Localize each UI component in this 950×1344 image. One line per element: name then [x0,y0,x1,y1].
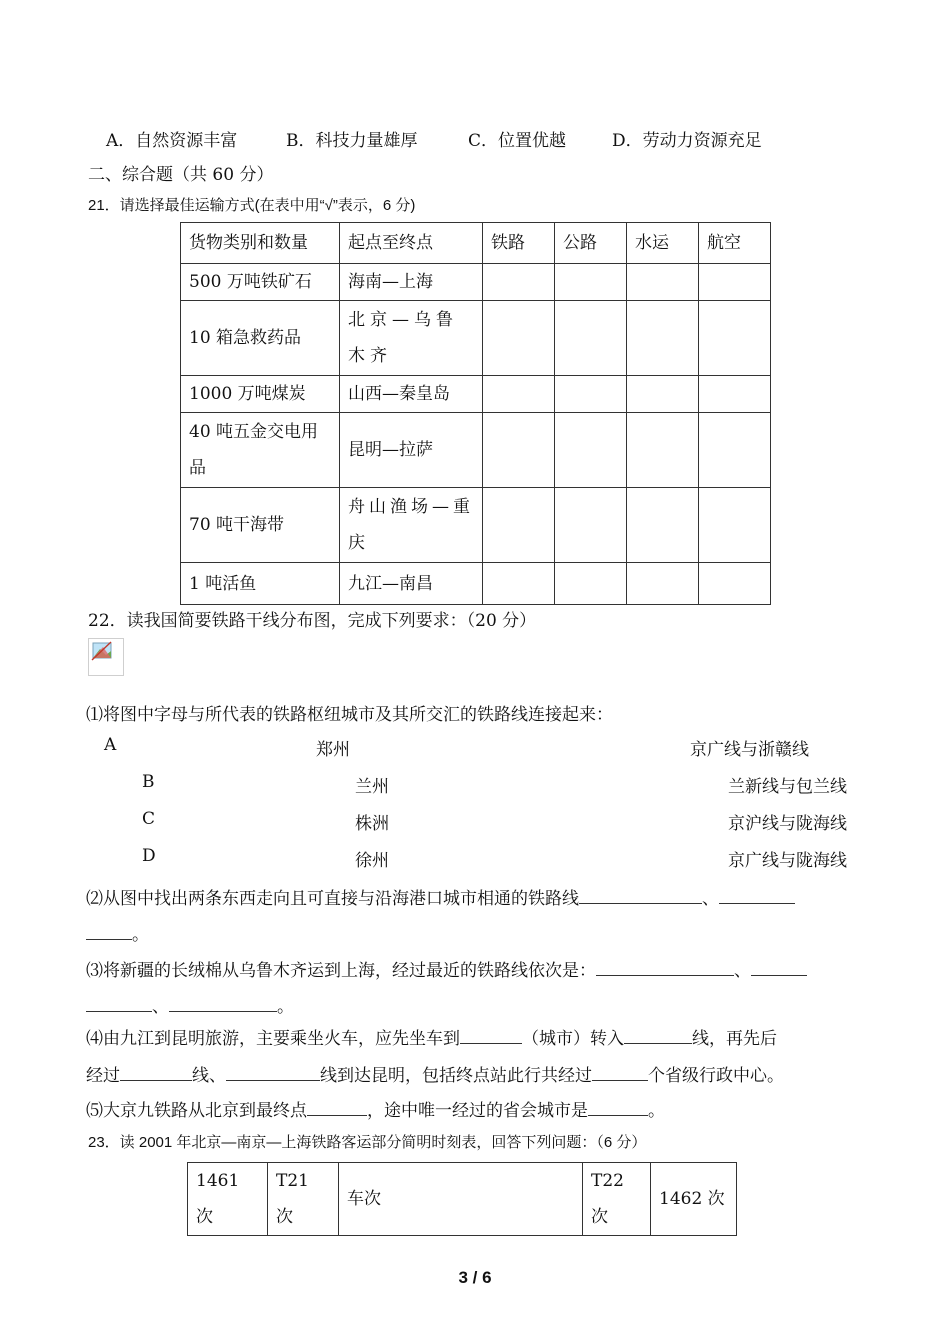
answer-cell[interactable] [555,376,627,413]
match-line[interactable]: 兰新线与包兰线 [728,777,847,797]
answer-cell[interactable] [555,563,627,605]
table-row [181,264,771,301]
cargo-cell: 500 万吨铁矿石 [181,264,340,301]
answer-cell[interactable] [627,563,699,605]
answer-blank[interactable] [460,1042,522,1044]
q22-part4-cont [86,1061,784,1086]
table-row [181,413,771,488]
route-cell: 海南—上海 [340,264,483,301]
option-d: D．劳动力资源充足 [612,131,762,151]
answer-cell[interactable] [699,264,771,301]
option-a: A．自然资源丰富 [106,131,238,151]
table-row [181,301,771,376]
match-letter[interactable]: B [142,772,155,792]
q22-part4-text: 线、 [192,1066,226,1086]
q22-part2-text: ⑵从图中找出两条东西走向且可直接与沿海港口城市相通的铁路线 [86,889,579,909]
separator: 、 [152,997,169,1017]
q23-header-cell: 1461 次 [188,1163,268,1236]
q21-header-cell: 铁路 [483,223,555,264]
answer-blank[interactable] [169,1010,277,1012]
q22-part4-text: 个省级行政中心。 [648,1066,784,1086]
broken-image-icon [88,638,124,676]
answer-cell[interactable] [483,413,555,488]
separator: 、 [702,889,719,909]
q22-part2 [86,884,795,909]
q22-part5-text: 。 [648,1101,665,1121]
match-line[interactable]: 京广线与陇海线 [728,851,847,871]
period: 。 [132,925,149,945]
q21-header-cell: 航空 [699,223,771,264]
route-cell: 北京—乌鲁木齐 [340,301,483,376]
answer-blank[interactable] [120,1079,192,1081]
option-b: B．科技力量雄厚 [286,131,418,151]
answer-cell[interactable] [627,376,699,413]
answer-blank[interactable] [579,902,702,904]
q21-table [180,222,771,605]
answer-cell[interactable] [627,413,699,488]
route-cell: 山西—秦皇岛 [340,376,483,413]
q22-part4-text: 线到达昆明，包括终点站此行共经过 [320,1066,592,1086]
q21-title: 21．请选择最佳运输方式(在表中用“√”表示，6 分) [88,197,416,214]
q21-header-row [181,223,771,264]
answer-cell[interactable] [627,264,699,301]
separator: 、 [734,961,751,981]
q21-header-cell: 水运 [627,223,699,264]
option-c: C．位置优越 [468,131,567,151]
answer-cell[interactable] [699,413,771,488]
answer-cell[interactable] [483,301,555,376]
answer-cell[interactable] [483,264,555,301]
q22-part1: ⑴将图中字母与所代表的铁路枢纽城市及其所交汇的铁路线连接起来： [86,705,613,725]
q22-part4-text: 经过 [86,1066,120,1086]
answer-cell[interactable] [699,488,771,563]
answer-blank[interactable] [624,1042,692,1044]
q22-part4-text: （城市）转入 [522,1029,624,1049]
route-cell: 舟山渔场—重庆 [340,488,483,563]
match-city[interactable]: 徐州 [355,851,389,871]
q22-title: 22．读我国简要铁路干线分布图，完成下列要求：（20 分） [88,611,537,631]
q21-header-cell: 货物类别和数量 [181,223,340,264]
route-cell: 昆明—拉萨 [340,413,483,488]
answer-cell[interactable] [699,376,771,413]
cargo-cell: 70 吨干海带 [181,488,340,563]
q23-title: 23．读 2001 年北京—南京—上海铁路客运部分简明时刻表，回答下列问题：（6 分） [88,1134,647,1151]
q22-part4-text: 线，再先后 [692,1029,777,1049]
q21-header-cell: 公路 [555,223,627,264]
q23-header-cell: 车次 [339,1163,583,1236]
answer-blank[interactable] [596,974,734,976]
match-line[interactable]: 京广线与浙赣线 [690,740,809,760]
answer-cell[interactable] [483,563,555,605]
q23-table [187,1162,737,1236]
q23-header-cell: 1462 次 [651,1163,737,1236]
answer-cell[interactable] [555,488,627,563]
table-row [181,488,771,563]
route-cell: 九江—南昌 [340,563,483,605]
q23-header-cell: T21 次 [268,1163,339,1236]
cargo-cell: 1000 万吨煤炭 [181,376,340,413]
table-row [181,563,771,605]
answer-blank[interactable] [86,1010,152,1012]
answer-cell[interactable] [627,301,699,376]
period: 。 [277,997,294,1017]
answer-blank[interactable] [719,902,795,904]
match-city[interactable]: 兰州 [355,777,389,797]
match-letter[interactable]: D [142,846,156,866]
section-title: 二、综合题（共 60 分） [88,165,274,185]
q22-part2-cont [86,920,149,945]
match-line[interactable]: 京沪线与陇海线 [728,814,847,834]
q22-part5-text: ⑸大京九铁路从北京到最终点 [86,1101,307,1121]
cargo-cell: 1 吨活鱼 [181,563,340,605]
answer-blank[interactable] [592,1079,648,1081]
q22-part3 [86,956,807,981]
q22-part5-text: ，途中唯一经过的省会城市是 [367,1101,588,1121]
answer-cell[interactable] [699,301,771,376]
answer-cell[interactable] [555,301,627,376]
match-letter[interactable]: C [142,809,156,829]
q22-part3-cont [86,992,294,1017]
q23-header-cell: T22 次 [583,1163,651,1236]
cargo-cell: 40 吨五金交电用品 [181,413,340,488]
answer-blank[interactable] [226,1079,320,1081]
table-row [181,376,771,413]
cargo-cell: 10 箱急救药品 [181,301,340,376]
page-number: 3 / 6 [458,1268,492,1287]
q22-part4-text: ⑷由九江到昆明旅游，主要乘坐火车，应先坐车到 [86,1029,460,1049]
q23-header-row [188,1163,737,1236]
answer-cell[interactable] [555,264,627,301]
q21-header-cell: 起点至终点 [340,223,483,264]
q22-part3-text: ⑶将新疆的长绒棉从乌鲁木齐运到上海，经过最近的铁路线依次是： [86,961,596,981]
match-city[interactable]: 株洲 [355,814,389,834]
answer-blank[interactable] [307,1114,367,1116]
answer-cell[interactable] [483,376,555,413]
answer-cell[interactable] [483,488,555,563]
match-city[interactable]: 郑州 [316,740,350,760]
answer-cell[interactable] [699,563,771,605]
answer-blank[interactable] [86,938,132,940]
match-letter[interactable]: A [104,735,117,755]
answer-blank[interactable] [751,974,807,976]
q22-part5 [86,1096,665,1121]
answer-blank[interactable] [588,1114,648,1116]
answer-cell[interactable] [627,488,699,563]
q22-part4 [86,1024,777,1049]
answer-cell[interactable] [555,413,627,488]
